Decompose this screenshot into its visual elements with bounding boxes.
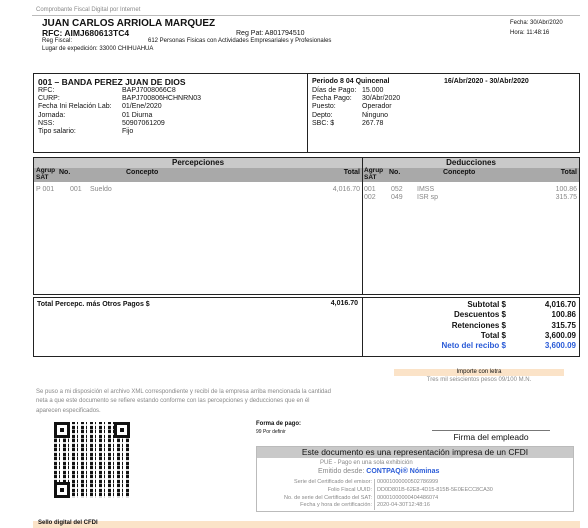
period-range: 16/Abr/2020 - 30/Abr/2020 xyxy=(444,78,529,85)
table-row xyxy=(363,194,579,203)
employee-row: Fecha Ini Relación Lab: 01/Ene/2020 xyxy=(38,103,162,111)
cfdi-row: Folio Fiscal UUID: DD0D801B-62E8-4D15-815B-5E0EECC8CA30 xyxy=(327,486,493,493)
percepciones-title: Percepciones xyxy=(34,158,362,168)
totals-summary xyxy=(370,300,576,351)
deducciones-header xyxy=(363,168,579,182)
cfdi-details xyxy=(258,479,572,510)
reg-fiscal-label: Reg Fiscal: xyxy=(42,38,73,44)
payment-details xyxy=(312,87,400,128)
header-no: No. xyxy=(59,169,71,176)
deducciones-title: Deducciones xyxy=(363,158,579,168)
cell-total: 315.75 xyxy=(555,194,577,201)
qr-finder xyxy=(54,422,70,438)
cell-total: 100.86 xyxy=(555,186,577,193)
importe-value: Tres mil seiscientos pesos 09/100 M.N. xyxy=(426,377,532,383)
header-concepto: Concepto xyxy=(126,169,159,176)
header-concepto: Concepto xyxy=(443,169,476,176)
header-total: Total xyxy=(560,169,577,176)
cell-no: 001 xyxy=(70,186,82,193)
cell-no: 049 xyxy=(391,194,403,201)
payment-row: SBC: $ 267.78 xyxy=(312,119,384,127)
cell-concepto: ISR sp xyxy=(417,194,439,201)
total-percepciones-label: Total Percepc. más Otros Pagos $ xyxy=(37,301,150,308)
qr-code xyxy=(54,422,130,498)
cell-agrup: 002 xyxy=(364,194,376,201)
neto-row: Neto del recibo $ 3,600.09 xyxy=(441,341,576,351)
disclaimer-text: Se puso a mi disposición el archivo XML correspondiente y recibí de la empresa arriba mencionada la cantidad neta a que este documento se refiere estando conforme con las percepciones y deducciones que en él aparecen especificados. xyxy=(36,389,331,414)
descuentos-row: Descuentos $ 100.86 xyxy=(453,310,576,320)
total-row: Total $ 3,600.09 xyxy=(480,330,576,340)
employee-row: Tipo salario: Fijo xyxy=(38,128,134,136)
issuer-reg-pat: Reg Pat: A801794510 xyxy=(236,30,305,37)
importe-label: Importe con letra xyxy=(394,369,564,376)
signature-line xyxy=(432,430,550,431)
employee-info-divider xyxy=(307,73,308,153)
qr-finder xyxy=(114,422,130,438)
cfdi-row: Fecha y hora de certificación: 2020-04-30T12:48:16 xyxy=(300,502,430,509)
retenciones-row: Retenciones $ 315.75 xyxy=(451,320,576,330)
document-type-label: Comprobante Fiscal Digital por Internet xyxy=(36,7,141,13)
employee-row: Jornada: 01 Diurna xyxy=(38,111,153,119)
cell-concepto: Sueldo xyxy=(90,186,112,193)
cfdi-title: Este documento es una representación impresa de un CFDI xyxy=(257,447,573,458)
issue-date: Fecha: 30/Abr/2020 xyxy=(510,20,563,26)
cell-no: 052 xyxy=(391,186,403,193)
sello-bar xyxy=(33,521,580,528)
employee-row: CURP: BAPJ700806HCHNRN03 xyxy=(38,95,201,103)
header-divider xyxy=(32,15,580,16)
qr-finder xyxy=(54,482,70,498)
period-label: Periodo 8 04 Quincenal xyxy=(312,78,390,85)
cfdi-emitido xyxy=(318,468,439,475)
sello-label: Sello digital del CFDI xyxy=(38,520,98,526)
cell-agrup: P 001 xyxy=(36,186,55,193)
employee-title: 001 – BANDA PEREZ JUAN DE DIOS xyxy=(38,77,186,87)
reg-fiscal-value: 612 Personas Fisicas con Actividades Empresariales y Profesionales xyxy=(148,38,332,44)
cell-agrup: 001 xyxy=(364,186,376,193)
cell-total: 4,016.70 xyxy=(332,186,360,193)
payment-row: Días de Pago: 15.000 xyxy=(312,87,384,94)
percepciones-header xyxy=(34,168,362,182)
cfdi-row: Serie del Certificado del emisor: 00001000000502786999 xyxy=(294,479,439,485)
subtotal-row: Subtotal $ 4,016.70 xyxy=(467,300,576,309)
signature-label: Firma del empleado xyxy=(453,432,529,442)
forma-pago-value: 99 Por definir xyxy=(256,429,286,435)
emitido-value: CONTPAQi® Nóminas xyxy=(366,468,440,475)
cfdi-pue: PUE - Pago en una sola exhibición xyxy=(320,460,413,466)
cfdi-row: No. de serie del Certificado del SAT: 00001000000404486074 xyxy=(284,494,439,501)
place-of-issue: Lugar de expedición: 33000 CHIHUAHUA xyxy=(42,46,154,52)
header-total: Total xyxy=(343,169,360,176)
total-percepciones-value: 4,016.70 xyxy=(330,300,358,307)
employee-details xyxy=(38,87,201,136)
employee-row: NSS: 50907061209 xyxy=(38,119,165,127)
totals-divider xyxy=(362,297,363,357)
forma-pago-label: Forma de pago: xyxy=(256,421,302,427)
cell-concepto: IMSS xyxy=(417,186,435,193)
header-agrup: Agrup SAT xyxy=(36,167,56,181)
issue-time: Hora: 11:48:16 xyxy=(510,30,550,36)
issuer-rfc: RFC: AIMJ680613TC4 xyxy=(42,28,130,38)
payment-row: Fecha Pago: 30/Abr/2020 xyxy=(312,95,401,103)
table-row xyxy=(34,186,362,195)
emitido-label: Emitido desde: xyxy=(318,468,365,475)
header-agrup: Agrup SAT xyxy=(364,167,384,181)
header-no: No. xyxy=(389,169,401,176)
payment-row: Puesto: Operador xyxy=(312,103,392,111)
payment-row: Depto: Ninguno xyxy=(312,111,389,119)
issuer-name: JUAN CARLOS ARRIOLA MARQUEZ xyxy=(42,18,216,29)
employee-row: RFC: BAPJ7008066C8 xyxy=(38,87,176,94)
